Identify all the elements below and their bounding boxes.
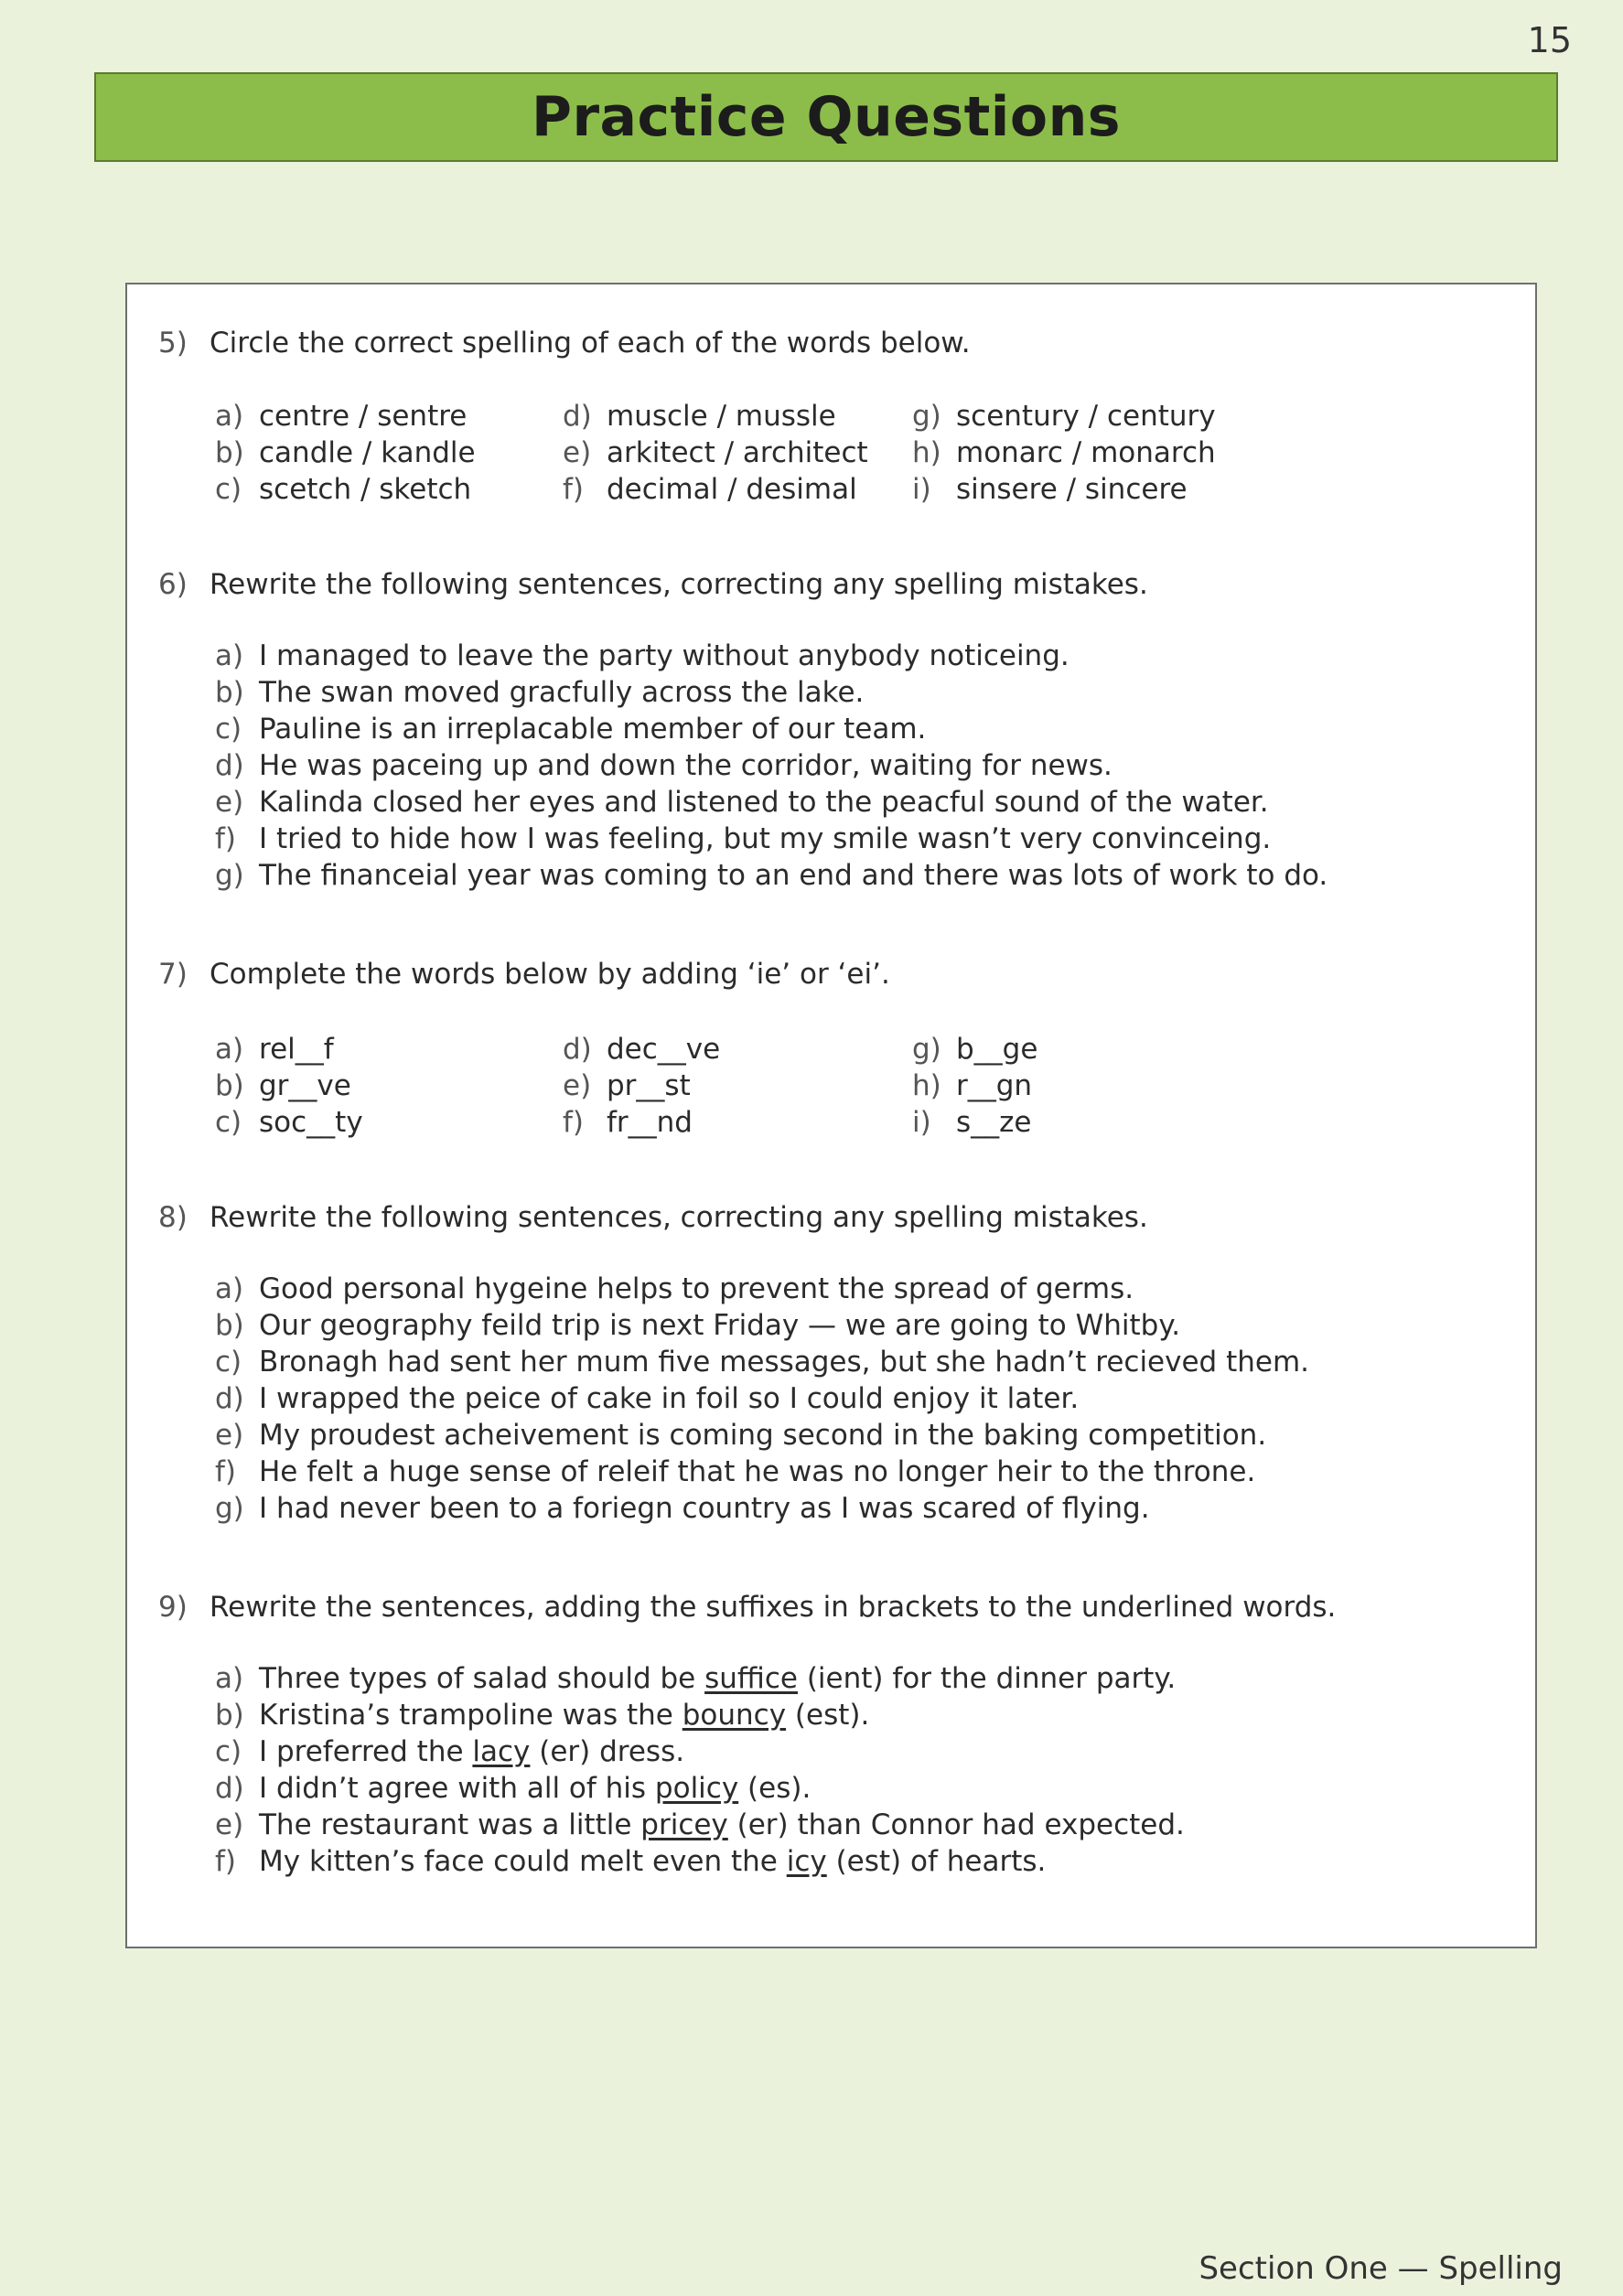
sentence-item <box>215 1490 1309 1527</box>
option-text: candle / kandle <box>259 436 476 469</box>
item-letter: b) <box>215 676 244 709</box>
question-number: 8) <box>158 1201 188 1234</box>
option-letter: f) <box>563 473 585 506</box>
sentence-text-after: (est). <box>786 1699 870 1732</box>
option-text: fr__nd <box>607 1106 693 1139</box>
option-letter: a) <box>215 400 244 433</box>
item-letter: d) <box>215 1772 244 1805</box>
sentence-text: I tried to hide how I was feeling, but my smile wasn’t very convinceing. <box>259 822 1272 855</box>
item-letter: d) <box>215 1382 244 1415</box>
item-letter: b) <box>215 1699 244 1732</box>
option-item <box>912 400 1216 433</box>
option-text: centre / sentre <box>259 400 468 433</box>
question-number: 7) <box>158 958 188 991</box>
page-title: Practice Questions <box>531 85 1122 149</box>
sentence-text: The financeial year was coming to an end and there was lots of work to do. <box>259 859 1328 892</box>
option-item <box>215 436 476 469</box>
question-7-prompt <box>158 958 890 991</box>
option-letter: i) <box>912 1106 931 1139</box>
option-text: dec__ve <box>607 1033 721 1066</box>
option-text: sinsere / sincere <box>956 473 1188 506</box>
option-item <box>563 473 857 506</box>
underlined-word: icy <box>786 1845 827 1878</box>
sentence-text-after: (er) dress. <box>530 1735 685 1768</box>
option-text: scetch / sketch <box>259 473 472 506</box>
option-text: monarc / monarch <box>956 436 1216 469</box>
option-letter: a) <box>215 1033 244 1066</box>
underlined-word: bouncy <box>682 1699 787 1732</box>
option-letter: h) <box>912 436 941 469</box>
option-item <box>563 1106 693 1139</box>
sentence-item <box>215 1843 1185 1880</box>
item-letter: g) <box>215 1492 244 1525</box>
sentence-text: I managed to leave the party without anybody noticeing. <box>259 639 1069 672</box>
option-item <box>215 473 471 506</box>
question-text: Circle the correct spelling of each of the words below. <box>210 327 971 359</box>
underlined-word: policy <box>654 1772 739 1805</box>
sentence-item <box>215 1344 1309 1380</box>
option-item <box>215 1106 363 1139</box>
question-6-items <box>215 638 1327 894</box>
option-text: arkitect / architect <box>607 436 868 469</box>
sentence-item <box>215 1660 1185 1697</box>
item-letter: f) <box>215 1845 237 1878</box>
sentence-item <box>215 821 1327 857</box>
item-letter: e) <box>215 1808 244 1841</box>
item-letter: d) <box>215 749 244 782</box>
question-6-prompt <box>158 568 1148 601</box>
question-8-items <box>215 1271 1309 1527</box>
item-letter: c) <box>215 1735 242 1768</box>
sentence-text: Pauline is an irreplacable member of our team. <box>259 713 927 746</box>
option-text: pr__st <box>607 1069 691 1102</box>
option-item <box>563 1069 691 1102</box>
sentence-text: Kalinda closed her eyes and listened to the peacful sound of the water. <box>259 786 1269 819</box>
option-text: b__ge <box>956 1033 1038 1066</box>
sentence-text-after: (est) of hearts. <box>826 1845 1047 1878</box>
option-letter: d) <box>563 400 592 433</box>
sentence-item <box>215 1417 1309 1454</box>
sentence-text-before: I didn’t agree with all of his <box>259 1772 655 1805</box>
question-9-prompt <box>158 1591 1336 1624</box>
sentence-item <box>215 1271 1309 1307</box>
question-8-prompt <box>158 1201 1148 1234</box>
sentence-text-before: My kitten’s face could melt even the <box>259 1845 787 1878</box>
option-letter: c) <box>215 1106 242 1139</box>
title-banner <box>94 72 1558 162</box>
option-item <box>912 1106 1032 1139</box>
sentence-text: My proudest acheivement is coming second in the baking competition. <box>259 1419 1267 1452</box>
sentence-text-after: (er) than Connor had expected. <box>727 1808 1185 1841</box>
option-item <box>912 436 1216 469</box>
sentence-text: He was paceing up and down the corridor, waiting for news. <box>259 749 1112 782</box>
question-9-items <box>215 1660 1185 1880</box>
sentence-item <box>215 1807 1185 1843</box>
item-letter: b) <box>215 1309 244 1342</box>
sentence-text-before: I preferred the <box>259 1735 473 1768</box>
question-5-prompt <box>158 327 971 359</box>
option-letter: f) <box>563 1106 585 1139</box>
sentence-text-after: (ient) for the dinner party. <box>797 1662 1177 1695</box>
option-text: s__ze <box>956 1106 1032 1139</box>
sentence-text: Our geography feild trip is next Friday — we are going to Whitby. <box>259 1309 1181 1342</box>
item-letter: a) <box>215 639 244 672</box>
option-letter: h) <box>912 1069 941 1102</box>
item-letter: f) <box>215 1455 237 1488</box>
option-letter: e) <box>563 1069 592 1102</box>
option-text: soc__ty <box>259 1106 363 1139</box>
section-footer: Section One — Spelling <box>1198 2250 1563 2287</box>
sentence-item <box>215 1770 1185 1807</box>
option-letter: g) <box>912 400 941 433</box>
sentence-item <box>215 857 1327 894</box>
item-letter: c) <box>215 713 242 746</box>
sentence-item <box>215 674 1327 711</box>
sentence-text: Good personal hygeine helps to prevent the spread of germs. <box>259 1272 1134 1305</box>
sentence-text-after: (es). <box>738 1772 812 1805</box>
sentence-item <box>215 747 1327 784</box>
option-item <box>215 1069 351 1102</box>
option-letter: i) <box>912 473 931 506</box>
sentence-item <box>215 638 1327 674</box>
sentence-item <box>215 1380 1309 1417</box>
option-letter: g) <box>912 1033 941 1066</box>
option-text: muscle / mussle <box>607 400 836 433</box>
option-text: gr__ve <box>259 1069 351 1102</box>
sentence-text-before: Kristina’s trampoline was the <box>259 1699 683 1732</box>
question-number: 9) <box>158 1591 188 1624</box>
item-letter: e) <box>215 786 244 819</box>
item-letter: c) <box>215 1346 242 1379</box>
sentence-text: I wrapped the peice of cake in foil so I could enjoy it later. <box>259 1382 1080 1415</box>
underlined-word: pricey <box>640 1808 728 1841</box>
question-text: Rewrite the sentences, adding the suffixes in brackets to the underlined words. <box>210 1591 1337 1624</box>
option-text: r__gn <box>956 1069 1033 1102</box>
question-number: 5) <box>158 327 188 359</box>
sentence-text: He felt a huge sense of releif that he was no longer heir to the throne. <box>259 1455 1256 1488</box>
question-text: Complete the words below by adding ‘ie’ or ‘ei’. <box>210 958 890 991</box>
item-letter: a) <box>215 1272 244 1305</box>
option-item <box>563 436 868 469</box>
option-text: rel__f <box>259 1033 334 1066</box>
sentence-text-before: Three types of salad should be <box>259 1662 705 1695</box>
sentence-item <box>215 1307 1309 1344</box>
option-item <box>912 1069 1032 1102</box>
option-item <box>215 1033 334 1066</box>
option-letter: c) <box>215 473 242 506</box>
sentence-text-before: The restaurant was a little <box>259 1808 641 1841</box>
sentence-item <box>215 784 1327 821</box>
option-text: decimal / desimal <box>607 473 857 506</box>
option-item <box>912 473 1188 506</box>
underlined-word: suffice <box>704 1662 798 1695</box>
option-item <box>215 400 467 433</box>
option-letter: b) <box>215 1069 244 1102</box>
item-letter: g) <box>215 859 244 892</box>
page-number: 15 <box>1527 20 1572 60</box>
questions-box <box>125 283 1537 1948</box>
item-letter: f) <box>215 822 237 855</box>
question-number: 6) <box>158 568 188 601</box>
sentence-item <box>215 711 1327 747</box>
option-item <box>912 1033 1037 1066</box>
option-item <box>563 400 836 433</box>
sentence-item <box>215 1733 1185 1770</box>
item-letter: a) <box>215 1662 244 1695</box>
option-letter: e) <box>563 436 592 469</box>
question-text: Rewrite the following sentences, correcting any spelling mistakes. <box>210 568 1148 601</box>
underlined-word: lacy <box>472 1735 531 1768</box>
sentence-text: The swan moved gracfully across the lake. <box>259 676 865 709</box>
option-letter: d) <box>563 1033 592 1066</box>
option-text: scentury / century <box>956 400 1216 433</box>
sentence-item <box>215 1697 1185 1733</box>
option-item <box>563 1033 720 1066</box>
question-text: Rewrite the following sentences, correcting any spelling mistakes. <box>210 1201 1148 1234</box>
sentence-text: Bronagh had sent her mum five messages, but she hadn’t recieved them. <box>259 1346 1309 1379</box>
option-letter: b) <box>215 436 244 469</box>
sentence-text: I had never been to a foriegn country as I was scared of flying. <box>259 1492 1150 1525</box>
sentence-item <box>215 1454 1309 1490</box>
item-letter: e) <box>215 1419 244 1452</box>
